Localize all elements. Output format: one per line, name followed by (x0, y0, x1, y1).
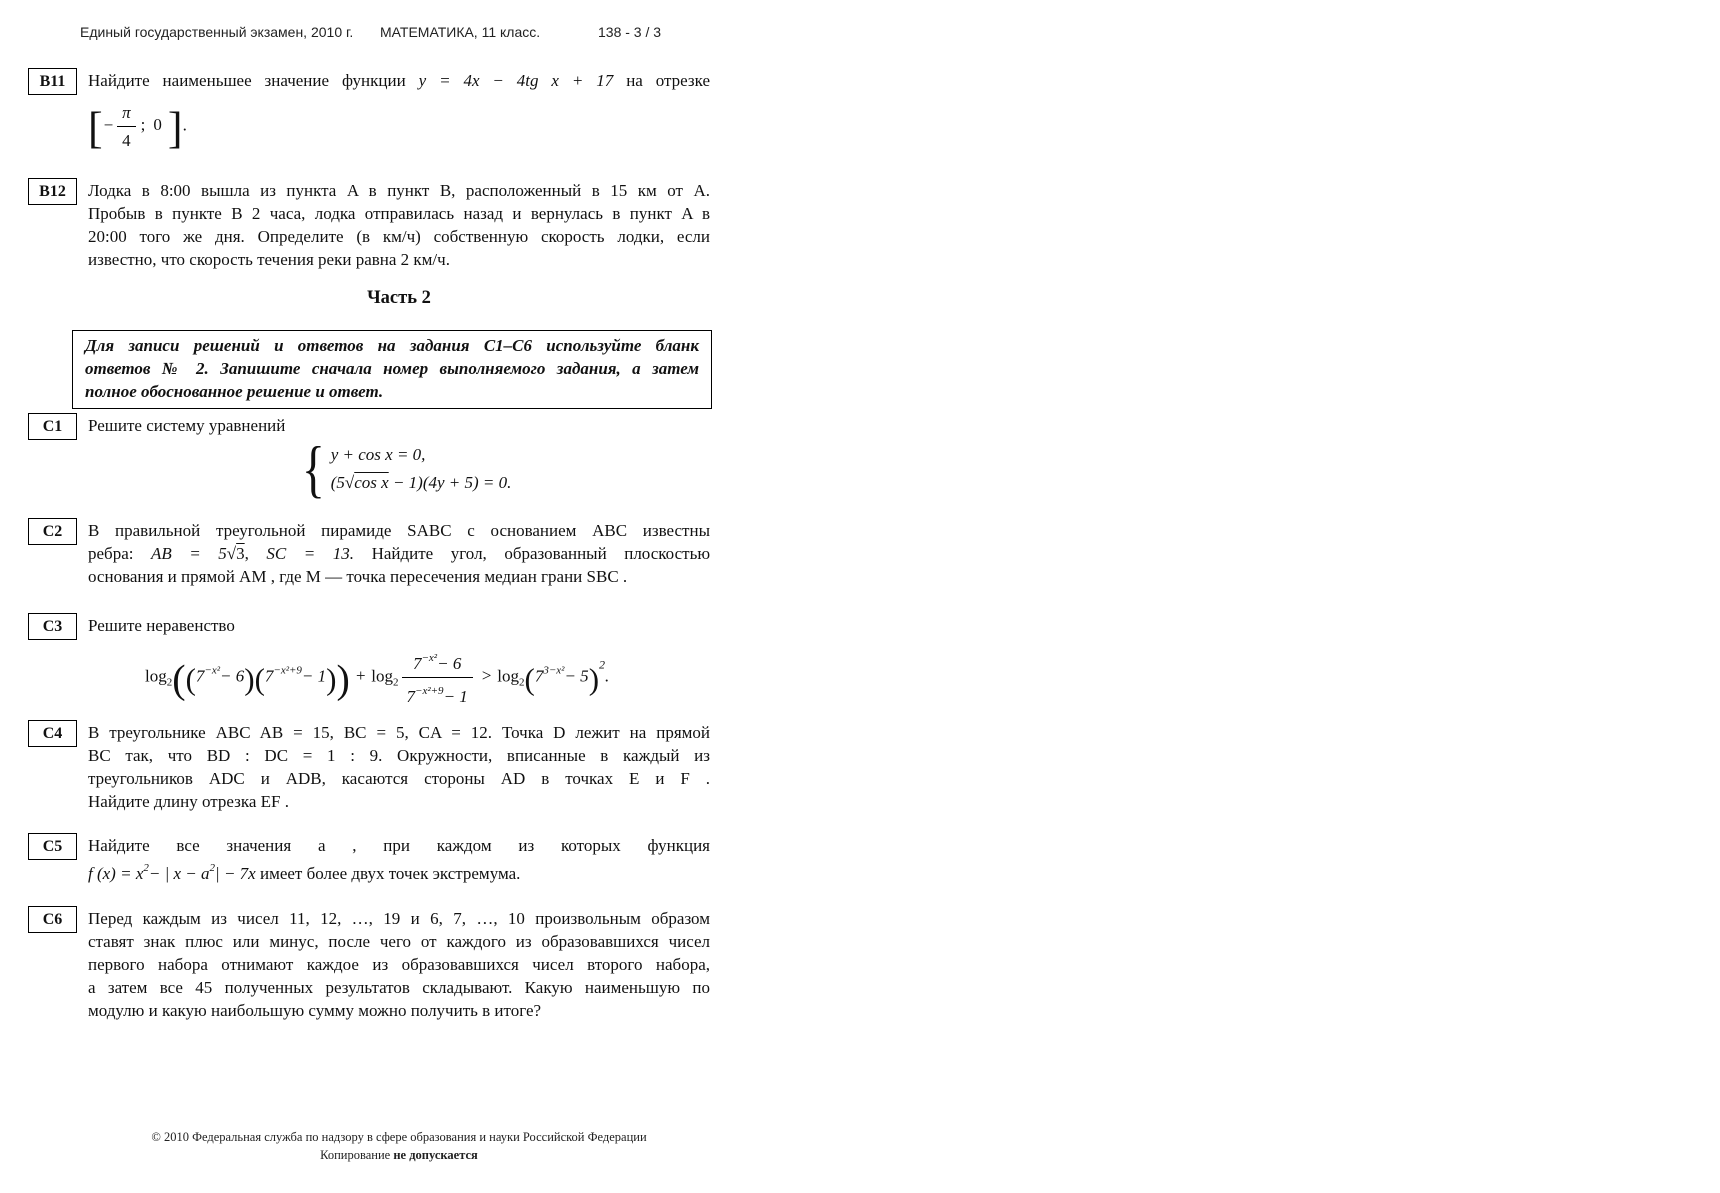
c3-inequality (145, 647, 710, 708)
log-base: 2 (519, 676, 525, 689)
base-7: 7 (534, 666, 544, 686)
b12-line-4: известно, что скорость течения реки равна 2 км/ч. (88, 250, 450, 269)
c3-fraction (402, 647, 473, 708)
c1-text (88, 414, 710, 504)
c2-line-2-rest: Найдите угол, образованный плоскостью (371, 544, 711, 563)
c5-prompt-end: имеет более двух точек экстремума. (259, 864, 521, 883)
eq2-prefix: (5 (330, 473, 345, 492)
c6-line-5: модулю и какую наибольшую сумму можно получить в итоге? (88, 1001, 542, 1020)
c2-sc-value: SC = 13. (266, 544, 355, 563)
instruction-box (72, 330, 712, 409)
big-paren: ( (524, 661, 535, 697)
big-paren: ( (185, 661, 196, 697)
log-function: log (371, 666, 394, 686)
page-footer (88, 1130, 710, 1163)
c5-text (88, 834, 710, 885)
c2-ab-value: AB = 5 (151, 544, 227, 563)
b12-label: B12 (28, 178, 77, 205)
sqrt-radicand: cos x (354, 473, 389, 492)
c3-prompt: Решите неравенство (88, 616, 235, 635)
big-paren: ) (336, 656, 350, 702)
instruction-line-3: полное обоснованное решение и ответ. (85, 382, 384, 401)
plus-operator: + (354, 666, 367, 686)
fraction-denominator: 4 (122, 131, 131, 150)
big-paren: ( (172, 656, 186, 702)
exponent: −x²+9 (273, 664, 302, 677)
exponent: −x² (421, 652, 438, 664)
outer-square-exponent: 2 (599, 657, 606, 672)
b11-prompt-start: Найдите наименьшее значение функции (88, 71, 406, 90)
c5-function-end: | − 7x (215, 864, 256, 883)
c2-line-3: основания и прямой AM , где M — точка пересечения медиан грани SBC . (88, 567, 628, 586)
minus-sign: − (102, 115, 115, 135)
left-bracket: [ (88, 103, 103, 153)
c2-line-1: В правильной треугольной пирамиде SABC с основанием ABC известны (88, 521, 710, 540)
c6-line-2: ставят знак плюс или минус, после чего от каждого из образовавшихся чисел (88, 932, 710, 951)
c1-equation-2 (331, 469, 512, 497)
minus-5: − 5 (564, 666, 589, 686)
minus-6: − 6 (437, 654, 462, 673)
base-7: 7 (412, 654, 422, 673)
big-paren: ( (254, 661, 265, 697)
c2-line-2 (88, 542, 710, 565)
log-base: 2 (166, 676, 173, 689)
greater-than-operator: > (480, 666, 493, 686)
c5-function-mid: − | x − a (148, 864, 210, 883)
page-number: 138 - 3 / 3 (598, 24, 662, 40)
big-paren: ) (244, 661, 255, 697)
c2-label: C2 (28, 518, 77, 545)
footer-copyright: © 2010 Федеральная служба по надзору в сфере образования и науки Российской Федерации (151, 1130, 647, 1144)
instruction-line-2: ответов № 2. Запишите сначала номер выполняемого задания, а затем (85, 359, 699, 378)
b11-text (88, 69, 710, 152)
c1-equation-system: { y + cos x = 0, (5√cos x − 1)(4y + 5) = 0. (301, 433, 512, 504)
fraction-numerator: π (117, 101, 136, 127)
sqrt-radicand: 3 (236, 544, 245, 563)
instruction-line-1: Для записи решений и ответов на задания С1–С6 используйте бланк (85, 336, 699, 355)
base-7: 7 (264, 666, 274, 686)
c6-label: C6 (28, 906, 77, 933)
big-paren: ) (588, 661, 600, 697)
c5-label: C5 (28, 833, 77, 860)
log-base: 2 (393, 676, 399, 689)
sqrt-icon: √ (226, 544, 237, 563)
comma: , (244, 544, 249, 563)
c6-line-4: а затем все 45 полученных результатов складывают. Какую наименьшую по (88, 978, 710, 997)
exponent: 2 (209, 862, 216, 874)
c2-text (88, 519, 710, 588)
sqrt-icon: √ (344, 473, 355, 492)
c3-text (88, 614, 710, 708)
interval-zero: 0 (153, 115, 162, 135)
b12-text (88, 179, 710, 271)
c1-label: C1 (28, 413, 77, 440)
log-function: log (145, 666, 167, 686)
exponent: 3−x² (543, 664, 565, 677)
c6-line-3: первого набора отнимают каждое из образовавшихся чисел второго набора, (88, 955, 710, 974)
b11-line-1 (88, 69, 710, 92)
fraction-numerator (402, 647, 473, 678)
right-bracket: ] (167, 103, 183, 153)
period: . (605, 666, 610, 686)
base-7: 7 (195, 666, 205, 686)
minus-1: − 1 (301, 666, 327, 686)
fraction-denominator (402, 678, 473, 708)
b11-function-formula: y = 4x − 4tg x + 17 (418, 71, 614, 90)
c4-line-2: BC так, что BD : DC = 1 : 9. Окружности, вписанные в каждый из (88, 746, 710, 765)
system-equations (331, 441, 512, 497)
c4-line-4: Найдите длину отрезка EF . (88, 792, 289, 811)
c6-line-1: Перед каждым из чисел 11, 12, …, 19 и 6, 7, …, 10 произвольным образом (88, 909, 710, 928)
c6-text (88, 907, 710, 1022)
c5-line-1: Найдите все значения a , при каждом из которых функция (88, 836, 710, 855)
part2-title: Часть 2 (367, 288, 431, 308)
eq2-suffix: − 1)(4y + 5) = 0. (388, 473, 512, 492)
c2-ribs-word: ребра: (88, 544, 134, 563)
fraction-pi-over-4 (117, 101, 136, 152)
b11-interval (88, 101, 710, 152)
page-header (0, 24, 740, 44)
period: . (182, 115, 187, 135)
b11-label: B11 (28, 68, 77, 95)
log-function: log (497, 666, 520, 686)
footer-copy-notice (88, 1148, 710, 1163)
c4-line-1: В треугольнике ABC AB = 15, BC = 5, CA = 12. Точка D лежит на прямой (88, 723, 710, 742)
exponent: 2 (143, 862, 149, 874)
c5-line-2 (88, 857, 710, 885)
semicolon: ; (140, 115, 146, 135)
exponent: −x² (204, 664, 220, 677)
c3-label: C3 (28, 613, 77, 640)
footer-copy-word: Копирование (320, 1148, 391, 1162)
c4-text (88, 721, 710, 813)
c1-prompt: Решите систему уравнений (88, 416, 286, 435)
c4-label: C4 (28, 720, 77, 747)
minus-1: − 1 (443, 687, 468, 706)
base-7: 7 (406, 687, 416, 706)
b12-line-2: Пробыв в пункте B 2 часа, лодка отправилась назад и вернулась в пункт A в (88, 204, 710, 223)
footer-not-allowed: не допускается (393, 1148, 478, 1162)
b11-prompt-end: на отрезке (626, 71, 711, 90)
b12-line-1: Лодка в 8:00 вышла из пункта A в пункт B, расположенный в 15 км от A. (88, 181, 710, 200)
c4-line-3: треугольников ADC и ADB, касаются стороны AD в точках E и F . (88, 769, 710, 788)
exponent: −x²+9 (415, 685, 444, 697)
minus-6: − 6 (220, 666, 245, 686)
c5-function-start: f (x) = x (88, 864, 144, 883)
c1-equation-1: y + cos x = 0, (330, 445, 426, 464)
subject-title: МАТЕМАТИКА, 11 класс. (380, 24, 541, 40)
big-paren: ) (326, 661, 337, 697)
exam-title: Единый государственный экзамен, 2010 г. (80, 24, 354, 40)
b12-line-3: 20:00 того же дня. Определите (в км/ч) собственную скорость лодки, если (88, 227, 710, 246)
